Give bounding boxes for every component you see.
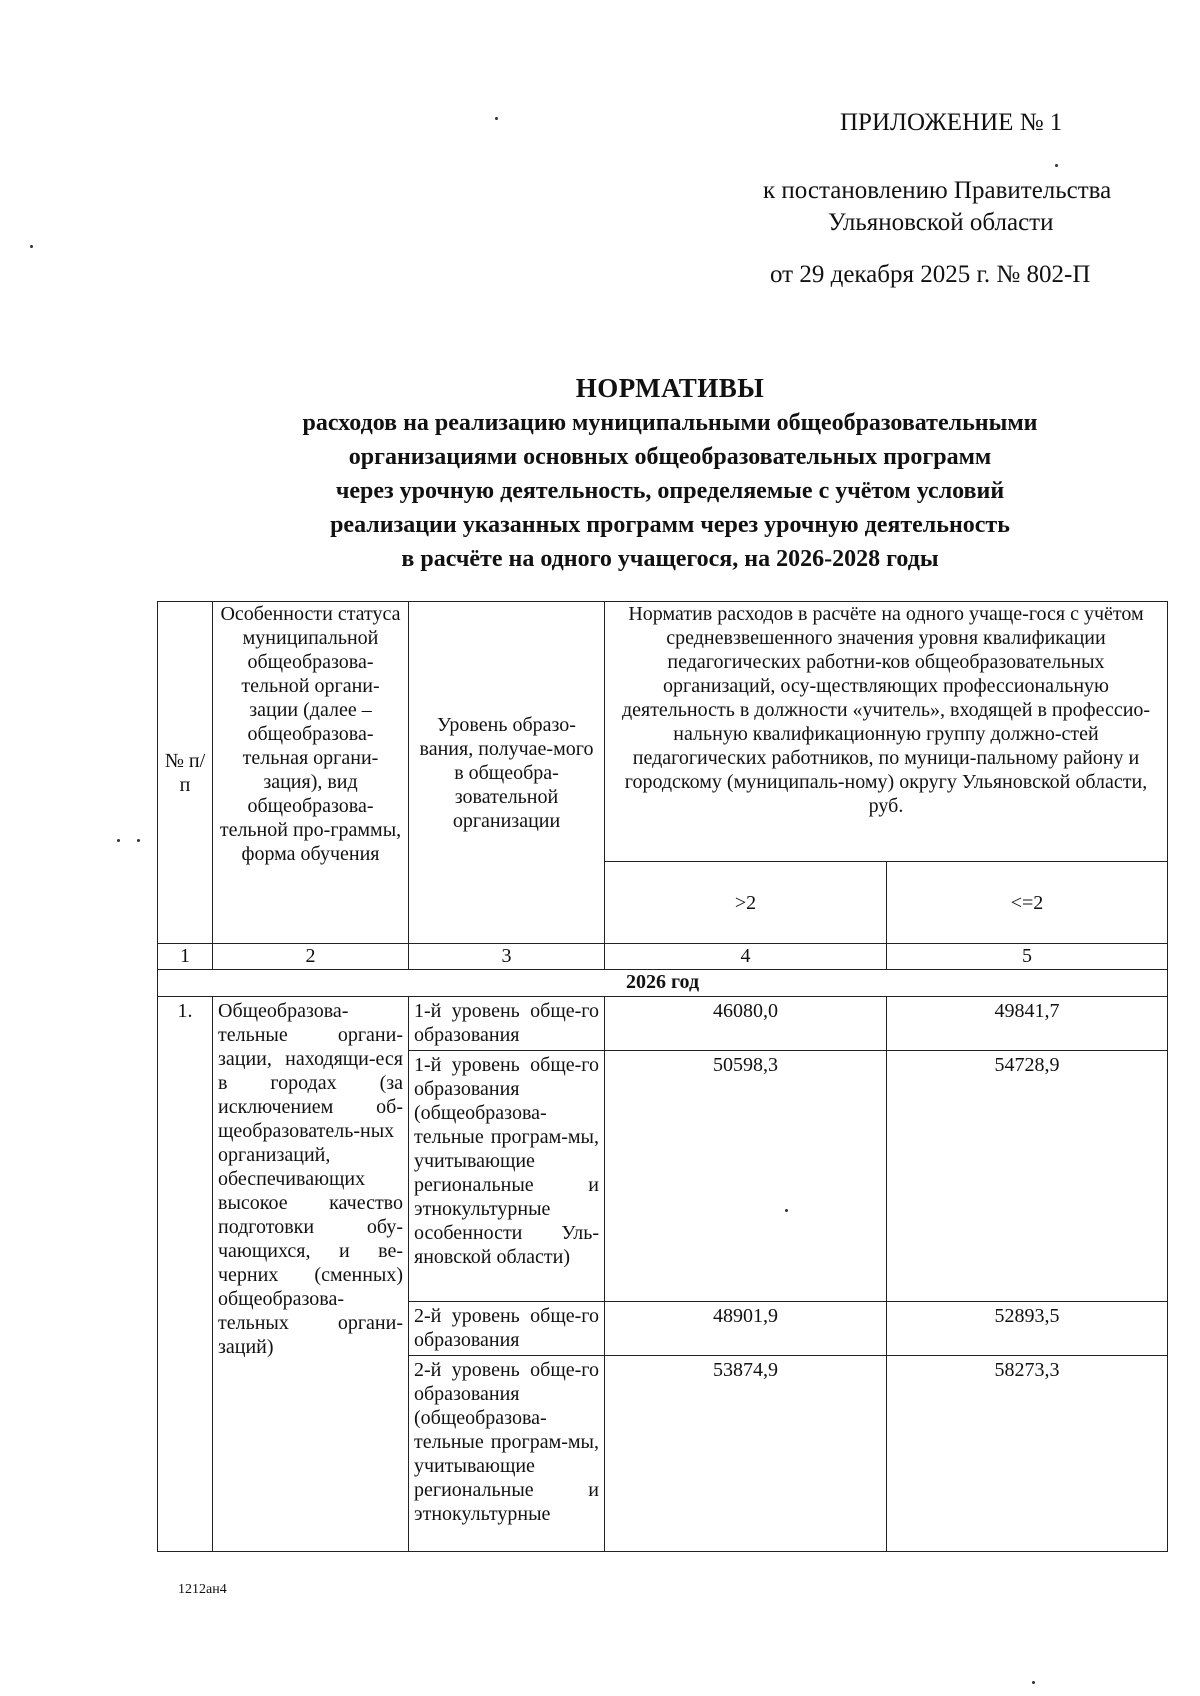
decree-reference: к постановлению Правительства xyxy=(763,177,1112,204)
value-le2: 54728,9 xyxy=(887,1051,1168,1302)
header-org-status: Особенности статуса муниципальной общеобразова-тельной органи-зации (далее – общеобразова-тельная органи-зация), вид общеобразова-тельной про-граммы, форма обучения xyxy=(213,602,409,944)
value-le2: 58273,3 xyxy=(887,1356,1168,1552)
appendix-title: ПРИЛОЖЕНИЕ № 1 xyxy=(840,109,1063,136)
value-le2: 52893,5 xyxy=(887,1302,1168,1356)
decree-date: от 29 декабря 2025 г. № 802-П xyxy=(770,261,1091,288)
scan-speck xyxy=(137,839,140,842)
col-number: 1 xyxy=(158,944,213,970)
title-line: в расчёте на одного учащегося, на 2026-2028 годы xyxy=(401,546,939,572)
edu-level-cell: 2-й уровень обще-го образования xyxy=(409,1302,605,1356)
title-line: расходов на реализацию муниципальными общеобразовательными xyxy=(302,410,1038,436)
header-number: № п/п xyxy=(158,602,213,944)
title-line: реализации указанных программ через урочную деятельность xyxy=(330,512,1010,538)
scan-speck xyxy=(495,117,498,120)
scan-speck xyxy=(1032,1681,1035,1684)
title-line: организациями основных общеобразовательных программ xyxy=(348,444,992,470)
header-le2: <=2 xyxy=(887,862,1168,944)
decree-region: Ульяновской области xyxy=(828,209,1054,236)
value-le2: 49841,7 xyxy=(887,997,1168,1051)
header-gt2: >2 xyxy=(605,862,887,944)
group-number: 1. xyxy=(158,997,213,1552)
document-code: 1212ан4 xyxy=(178,1582,227,1597)
document-title xyxy=(160,370,1180,576)
year-row: 2026 год xyxy=(158,970,1168,997)
title-main: НОРМАТИВЫ xyxy=(575,373,765,403)
title-line: через урочную деятельность, определяемые с учётом условий xyxy=(335,478,1005,504)
col-number: 3 xyxy=(409,944,605,970)
header-standard: Норматив расходов в расчёте на одного учаще-гося с учётом средневзвешенного значения уровня квалификации педагогических работни-ков общеобразовательных организаций, осу-ществляющих профессиональную деятельность в должности «учитель», входящей в профессио-нальную квалификационную группу должно-стей педагогических работников, по муници-пальному району и городскому (муниципаль-ному) округу Ульяновской области, руб. xyxy=(605,602,1168,862)
group-description: Общеобразова-тельные органи-зации, находящи-еся в городах (за исключением об-щеобразователь-ных организаций, обеспечивающих высокое качество подготовки обу-чающихся, и ве-черних (сменных) общеобразова-тельных органи-заций) xyxy=(213,997,409,1552)
scan-speck xyxy=(30,245,33,248)
edu-level-cell: 1-й уровень обще-го образования (общеобразова-тельные програм-мы, учитывающие региональные и этнокультурные особенности Уль-яновской области) xyxy=(409,1051,605,1302)
col-number: 4 xyxy=(605,944,887,970)
scan-speck xyxy=(785,1209,788,1212)
value-gt2: 53874,9 xyxy=(605,1356,887,1552)
value-gt2: 46080,0 xyxy=(605,997,887,1051)
col-number: 5 xyxy=(887,944,1168,970)
value-gt2: 50598,3 xyxy=(605,1051,887,1302)
value-gt2: 48901,9 xyxy=(605,1302,887,1356)
scan-speck xyxy=(117,839,120,842)
col-number: 2 xyxy=(213,944,409,970)
standards-table xyxy=(157,601,1168,1552)
edu-level-cell: 2-й уровень обще-го образования (общеобразова-тельные програм-мы, учитывающие региональные и этнокультурные xyxy=(409,1356,605,1552)
header-edu-level: Уровень образо-вания, получае-мого в общеобра-зовательной организации xyxy=(409,602,605,944)
scan-speck xyxy=(1055,164,1058,167)
edu-level-cell: 1-й уровень обще-го образования xyxy=(409,997,605,1051)
